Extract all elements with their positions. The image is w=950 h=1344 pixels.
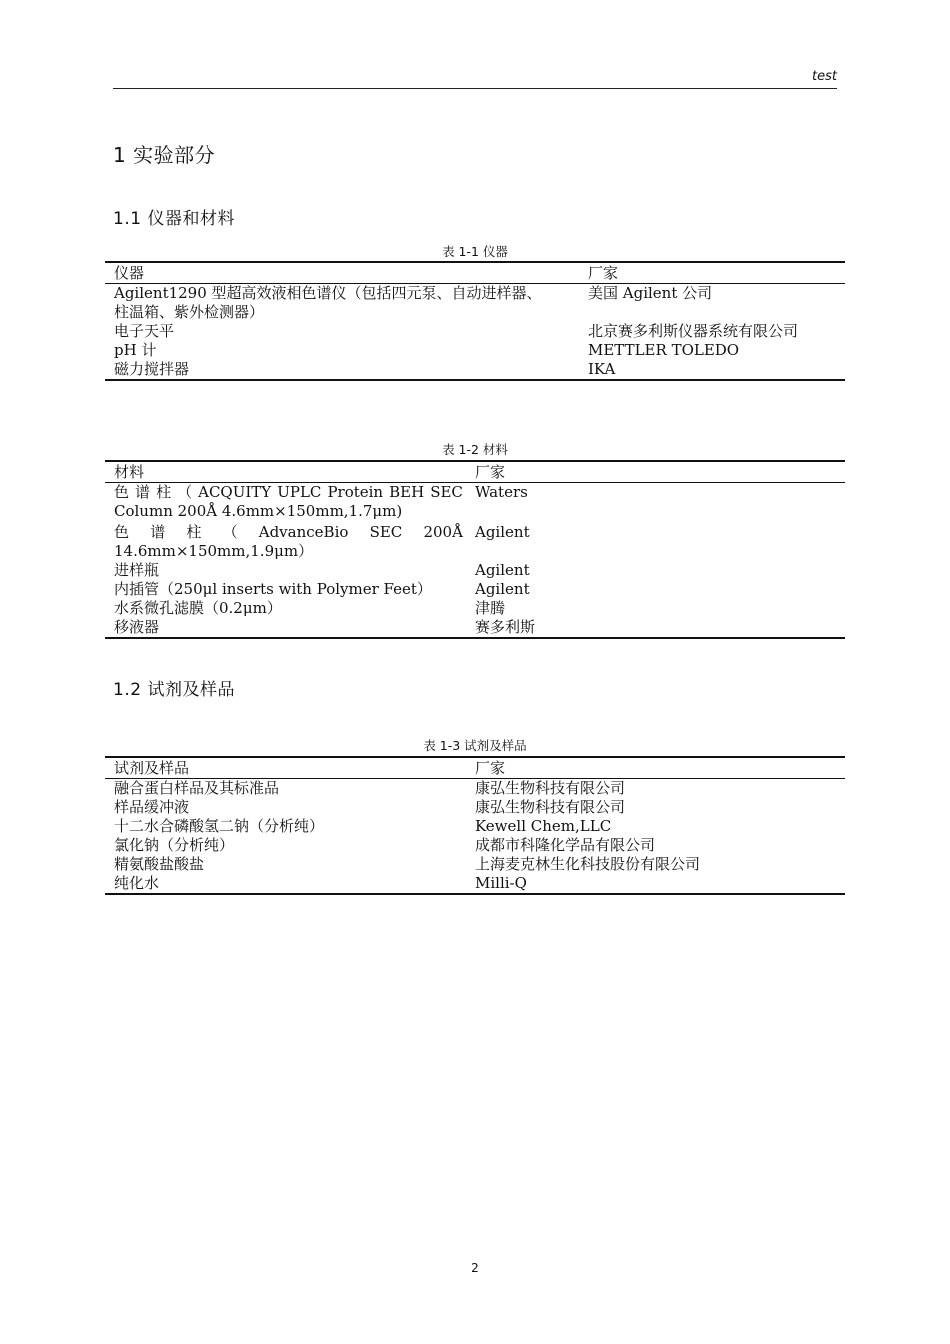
word: （ bbox=[222, 523, 238, 541]
table-row bbox=[105, 779, 845, 799]
word: SEC bbox=[430, 483, 463, 501]
word: 谱 bbox=[135, 483, 151, 501]
cell-reagent: 样品缓冲液 bbox=[114, 798, 190, 816]
cell-instrument bbox=[105, 284, 588, 323]
cell-manufacturer: IKA bbox=[588, 360, 845, 380]
column-header-instrument: 仪器 bbox=[105, 262, 588, 284]
page-number: 2 bbox=[471, 1261, 479, 1275]
cell-manufacturer: METTLER TOLEDO bbox=[588, 341, 740, 359]
section-heading-1: 1 实验部分 bbox=[113, 143, 216, 167]
table-row bbox=[105, 483, 845, 522]
cell-material bbox=[105, 521, 475, 561]
section-heading-1-1: 1.1 仪器和材料 bbox=[113, 209, 235, 229]
cell-manufacturer: 美国 Agilent 公司 bbox=[588, 284, 713, 302]
cell-instrument: 电子天平 bbox=[114, 322, 175, 340]
table-row bbox=[105, 855, 845, 874]
cell-material: 内插管（250μl inserts with Polymer Feet） bbox=[114, 580, 432, 598]
cell-manufacturer: Kewell Chem,LLC bbox=[475, 817, 612, 835]
cell-material: 移液器 bbox=[105, 618, 475, 638]
table-2-caption: 表 1-2 材料 bbox=[442, 442, 508, 457]
word: 谱 bbox=[150, 523, 166, 541]
word: Protein bbox=[327, 483, 384, 501]
table-3-caption: 表 1-3 试剂及样品 bbox=[423, 738, 527, 753]
table-header-row bbox=[105, 262, 845, 284]
cell-line bbox=[114, 483, 463, 502]
cell-manufacturer: 津腾 bbox=[475, 599, 506, 617]
materials-table bbox=[105, 460, 845, 639]
cell-manufacturer: 北京赛多利斯仪器系统有限公司 bbox=[588, 322, 799, 340]
column-header-manufacturer: 厂家 bbox=[588, 262, 845, 284]
cell-reagent: 氯化钠（分析纯） bbox=[114, 836, 235, 854]
table-row bbox=[105, 798, 845, 817]
cell-manufacturer: Waters bbox=[475, 483, 528, 501]
column-header-manufacturer: 厂家 bbox=[475, 461, 845, 483]
cell-material: 水系微孔滤膜（0.2μm） bbox=[114, 599, 282, 617]
cell-manufacturer: 康弘生物科技有限公司 bbox=[475, 798, 626, 816]
word: UPLC bbox=[277, 483, 322, 501]
cell-instrument: pH 计 bbox=[114, 341, 157, 359]
cell-manufacturer: 上海麦克林生化科技股份有限公司 bbox=[475, 855, 701, 873]
section-heading-1-2: 1.2 试剂及样品 bbox=[113, 680, 235, 700]
cell-line: 14.6mm×150mm,1.9μm） bbox=[114, 542, 314, 560]
table-row bbox=[105, 561, 845, 580]
cell-line: Agilent1290 型超高效液相色谱仪（包括四元泵、自动进样器、 bbox=[114, 284, 542, 302]
table-row bbox=[105, 836, 845, 855]
table-header-row bbox=[105, 461, 845, 483]
table-row bbox=[105, 874, 845, 894]
word: 200Å bbox=[423, 523, 463, 541]
word: （ bbox=[177, 483, 193, 501]
word: AdvanceBio bbox=[258, 523, 349, 541]
cell-reagent: 纯化水 bbox=[105, 874, 475, 894]
table-row bbox=[105, 360, 845, 380]
table-row bbox=[105, 817, 845, 836]
cell-manufacturer: 成都市科隆化学品有限公司 bbox=[475, 836, 656, 854]
cell-material: 进样瓶 bbox=[114, 561, 160, 579]
cell-line: Column 200Å 4.6mm×150mm,1.7μm) bbox=[114, 502, 403, 520]
word: 柱 bbox=[156, 483, 172, 501]
cell-manufacturer: 康弘生物科技有限公司 bbox=[475, 779, 626, 797]
cell-instrument: 磁力搅拌器 bbox=[105, 360, 588, 380]
cell-manufacturer: Agilent bbox=[475, 523, 530, 541]
cell-manufacturer: Agilent bbox=[475, 580, 530, 598]
cell-reagent: 融合蛋白样品及其标准品 bbox=[114, 779, 280, 797]
page-header bbox=[113, 68, 837, 89]
table-row bbox=[105, 284, 845, 323]
column-header-reagent: 试剂及样品 bbox=[105, 757, 475, 779]
cell-manufacturer: Milli-Q bbox=[475, 874, 845, 894]
cell-reagent: 十二水合磷酸氢二钠（分析纯） bbox=[114, 817, 325, 835]
cell-line bbox=[114, 521, 463, 542]
table-row bbox=[105, 322, 845, 341]
cell-material bbox=[105, 483, 475, 522]
word: 色 bbox=[114, 483, 130, 501]
word: ACQUITY bbox=[198, 483, 272, 501]
reagents-table bbox=[105, 756, 845, 895]
table-1-caption: 表 1-1 仪器 bbox=[442, 244, 508, 259]
table-row bbox=[105, 618, 845, 638]
cell-line: 柱温箱、紫外检测器） bbox=[114, 303, 265, 321]
cell-manufacturer: Agilent bbox=[475, 561, 530, 579]
word: BEH bbox=[389, 483, 425, 501]
word: 色 bbox=[114, 523, 130, 541]
column-header-manufacturer: 厂家 bbox=[475, 757, 845, 779]
cell-manufacturer: 赛多利斯 bbox=[475, 618, 845, 638]
table-row bbox=[105, 599, 845, 618]
column-header-material: 材料 bbox=[105, 461, 475, 483]
table-row bbox=[105, 341, 845, 360]
word: SEC bbox=[369, 523, 403, 541]
table-row bbox=[105, 580, 845, 599]
cell-reagent: 精氨酸盐酸盐 bbox=[114, 855, 205, 873]
instruments-table bbox=[105, 261, 845, 381]
table-header-row bbox=[105, 757, 845, 779]
table-row bbox=[105, 521, 845, 561]
header-text: test bbox=[812, 69, 837, 84]
word: 柱 bbox=[186, 523, 202, 541]
